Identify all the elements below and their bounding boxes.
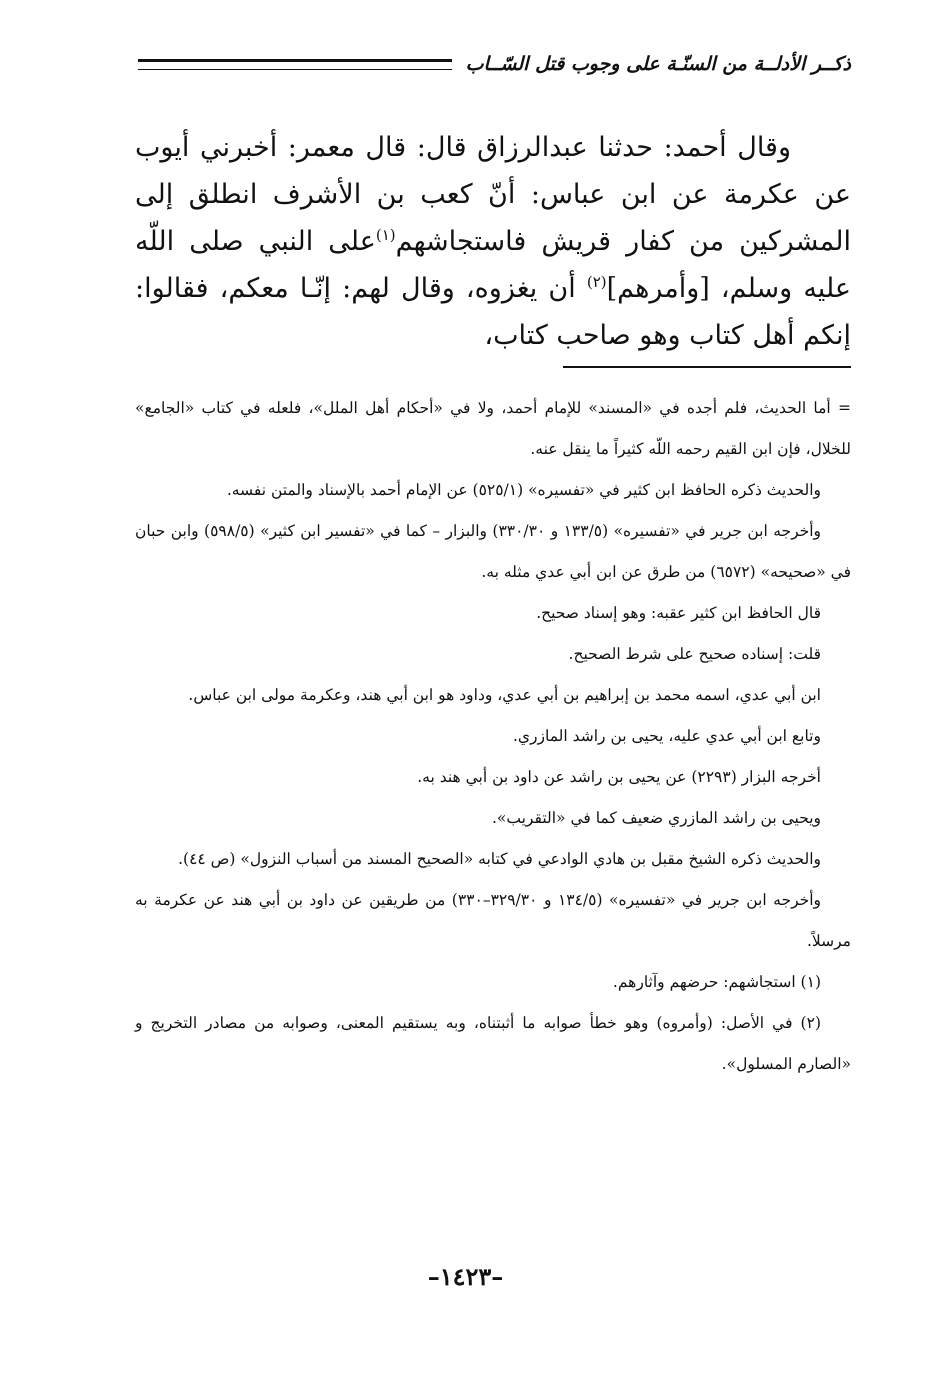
footnotes-section [135,388,851,1085]
running-header-title: ذكــر الأدلــة من السنّـة على وجوب قتل السّــاب [465,53,851,75]
running-header [138,44,851,84]
main-text-part-3: أن يغزوه، وقال لهم: إنّـا معكم، فقالوا: إنكم أهل كتاب وهو صاحب كتاب، [135,273,851,351]
page-number: –١٤٢٣– [427,1262,504,1291]
main-text-part-2: على النبي صلى اللّه عليه وسلم، [وأمرهم] [135,226,851,304]
footnote-separator [563,366,851,368]
footnote-ref-1: (١) [375,226,396,244]
footnote-paragraph: ابن أبي عدي، اسمه محمد بن إبراهيم بن أبي عدي، وداود هو ابن أبي هند، وعكرمة مولى ابن عباس. [188,686,821,704]
footnote-paragraph: وتابع ابن أبي عدي عليه، يحيى بن راشد المازري. [512,727,821,745]
footnote-paragraph: قال الحافظ ابن كثير عقبه: وهو إسناد صحيح. [536,604,821,622]
footnote-paragraph: قلت: إسناده صحيح على شرط الصحيح. [568,645,821,663]
footnote-paragraph: والحديث ذكره الشيخ مقبل بن هادي الوادعي في كتابه «الصحيح المسند من أسباب النزول» (ص ٤٤). [178,850,821,868]
footnote-2-definition: (٢) في الأصل: (وأمروه) وهو خطأ صوابه ما أثبتناه، وبه يستقيم المعنى، وصوابه من مصادر التخريج و «الصارم المسلول». [135,1014,851,1073]
main-text-part-1: وقال أحمد: حدثنا عبدالرزاق قال: قال معمر: أخبرني أيوب عن عكرمة عن ابن عباس: أنّ كعب بن الأشرف انطلق إلى المشركين من كفار قريش فاستجاشهم [135,132,851,257]
header-double-rule [138,59,452,70]
footnote-paragraph: والحديث ذكره الحافظ ابن كثير في «تفسيره» (٥٢٥/١) عن الإمام أحمد بالإسناد والمتن نفسه. [226,481,821,499]
footnote-paragraph: ويحيى بن راشد المازري ضعيف كما في «التقريب». [491,809,821,827]
main-paragraph [135,124,851,359]
footnote-paragraph: وأخرجه ابن جرير في «تفسيره» (١٣٣/٥ و ٣٣٠/٣٠) والبزار – كما في «تفسير ابن كثير» (٥٩٨/٥) وابن حبان في «صحيحه» (٦٥٧٢) من طرق عن ابن أبي عدي مثله به. [135,522,851,581]
footnote-ref-2: (٢) [586,273,607,291]
main-text [135,124,851,359]
footnote-1-definition: (١) استجاشهم: حرضهم وآثارهم. [612,973,821,991]
footnote-continuation: = أما الحديث، فلم أجده في «المسند» للإمام أحمد، ولا في «أحكام أهل الملل»، فلعله في كتاب «الجامع» للخلال، فإن ابن القيم رحمه اللّه كثيراً ما ينقل عنه. [135,399,851,458]
footnote-paragraph: أخرجه البزار (٢٢٩٣) عن يحيى بن راشد عن داود بن أبي هند به. [417,768,821,786]
footnote-paragraph: وأخرجه ابن جرير في «تفسيره» (١٣٤/٥ و ٣٢٩/٣٠–٣٣٠) من طريقين عن داود بن أبي هند عن عكرمة به مرسلاً. [135,891,851,950]
